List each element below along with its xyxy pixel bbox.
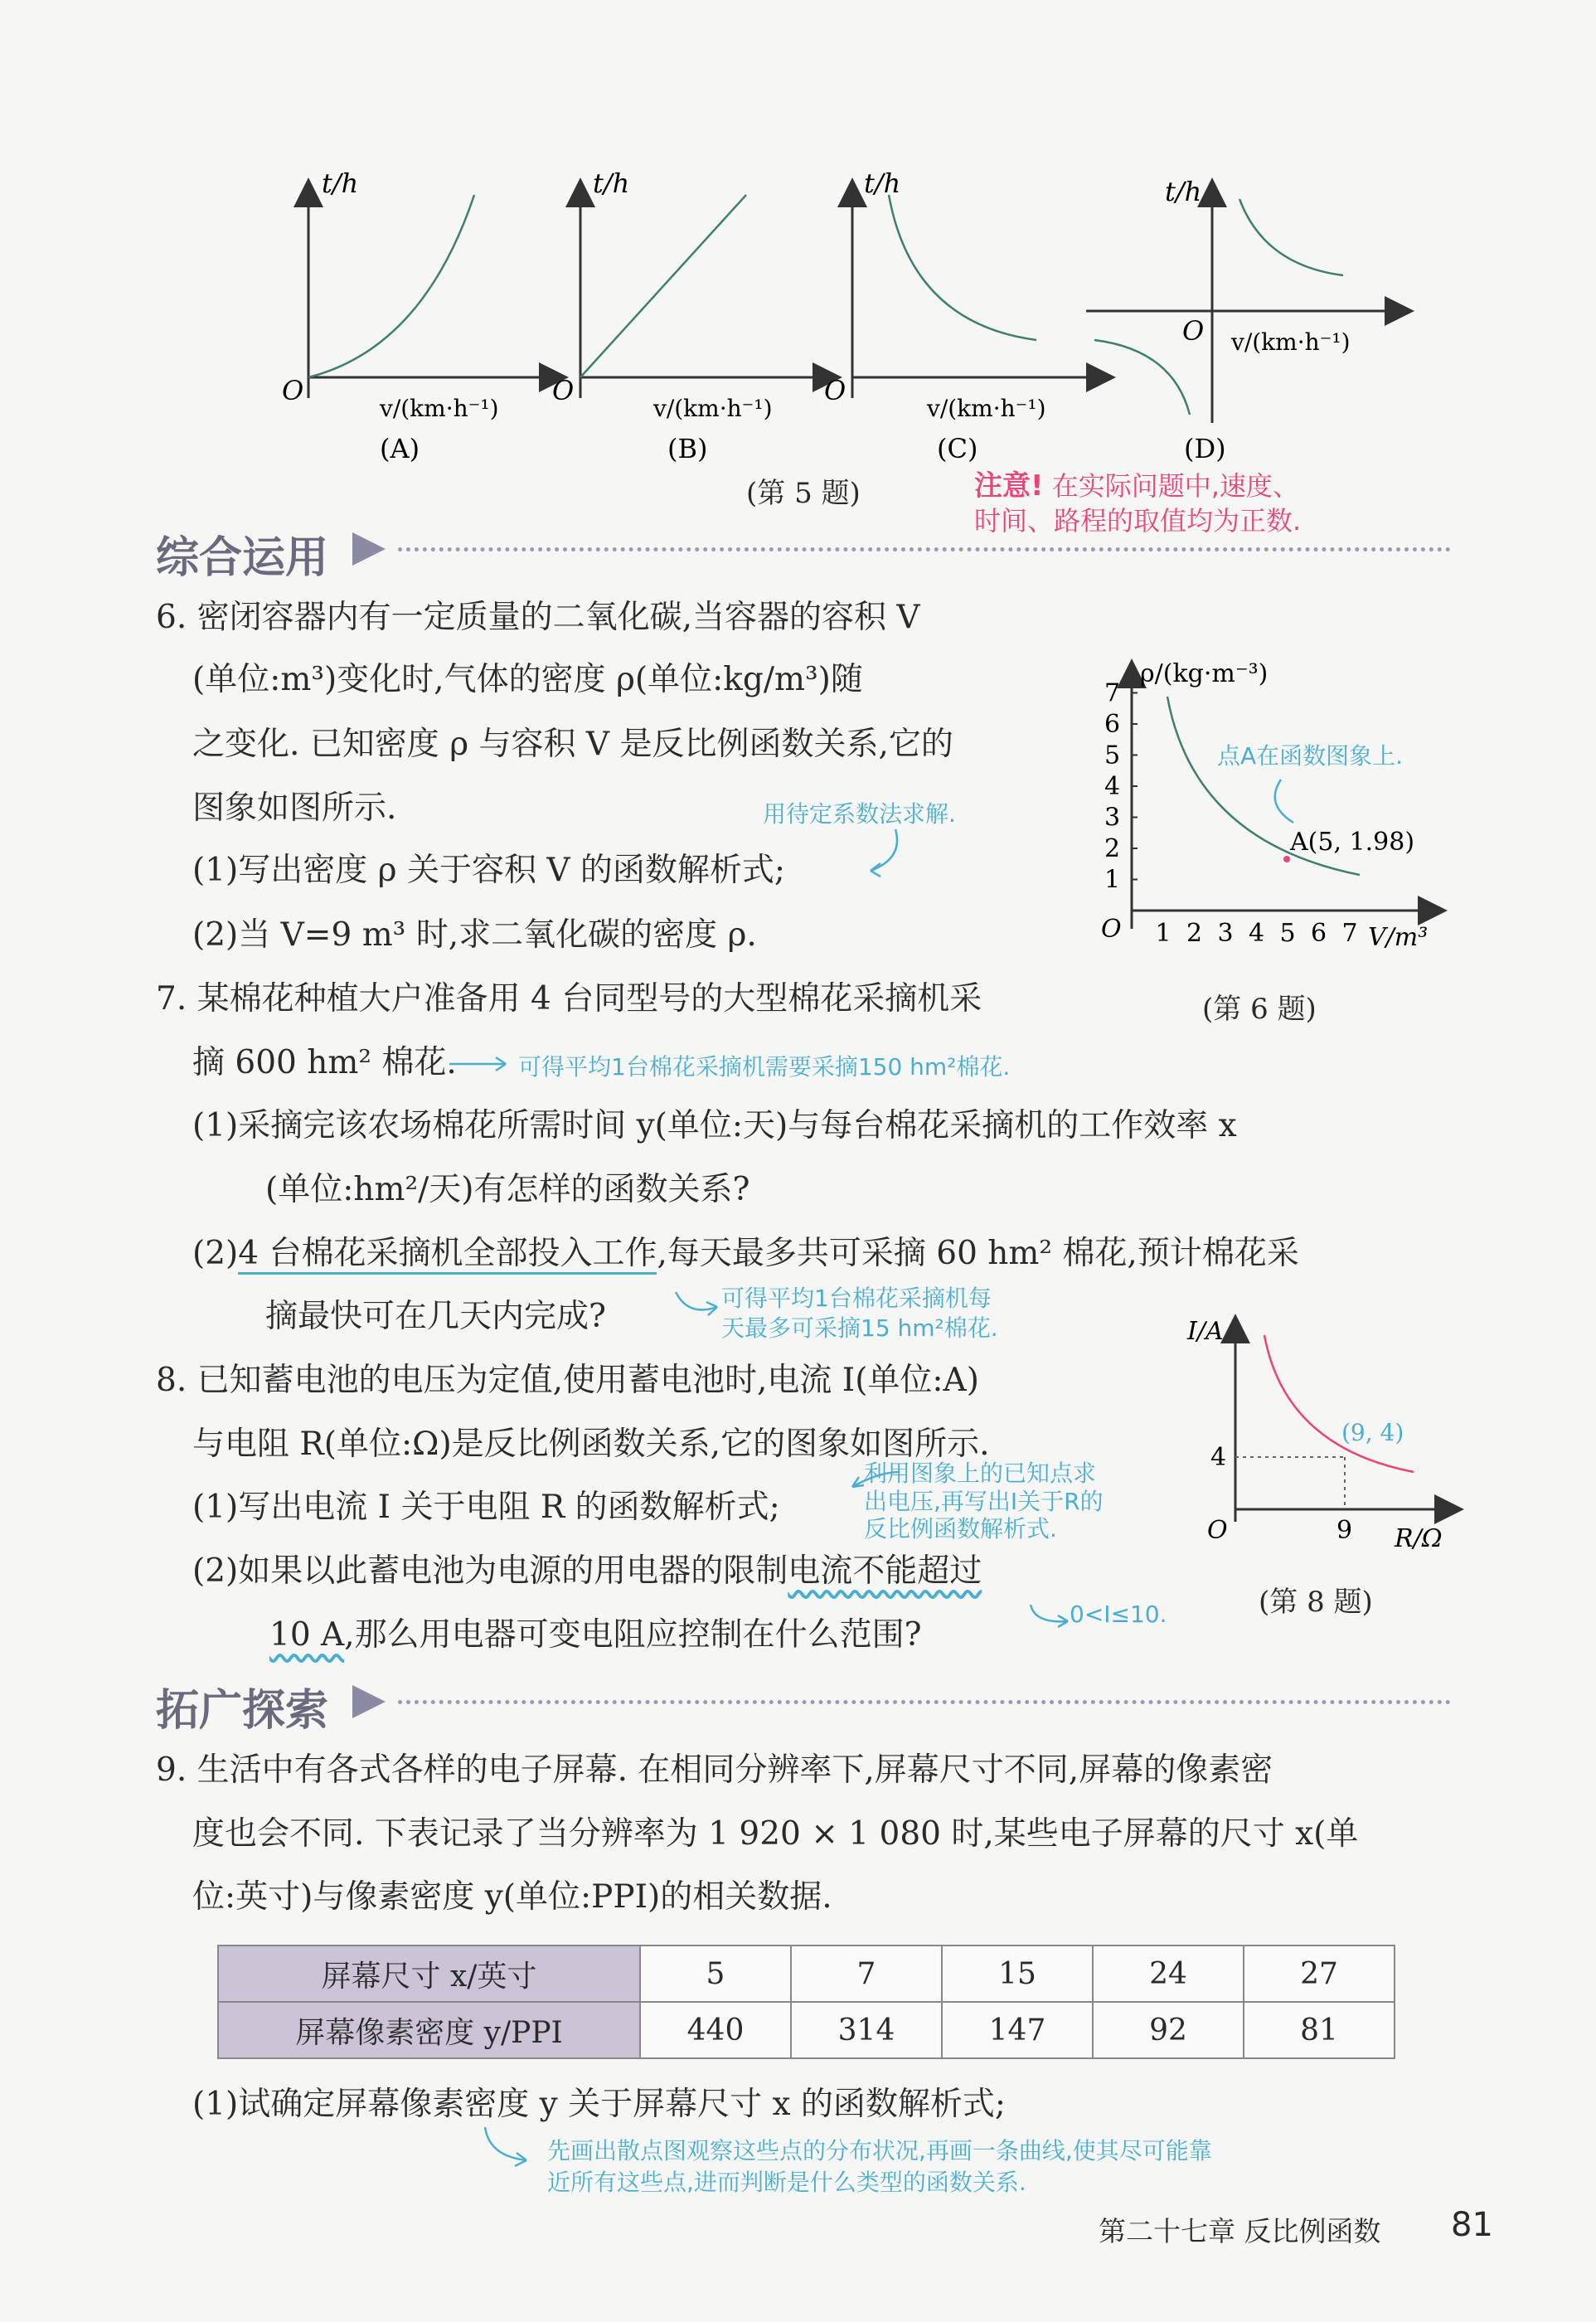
q8-part2b-underlined: 10 A <box>269 1616 345 1654</box>
q6-point-label: A(5, 1.98) <box>1290 828 1415 857</box>
q7-part1b: (单位:hm²/天)有怎样的函数关系? <box>265 1171 750 1208</box>
q8-hint-a: 利用图象上的已知点求 <box>864 1460 1097 1487</box>
q8-tick-y: 4 <box>1210 1443 1227 1472</box>
q7-hint2a: 可得平均1台棉花采摘机每 <box>721 1285 992 1312</box>
q8-part2a <box>192 1552 982 1590</box>
q7-part2a-underlined: 4 台棉花采摘机全部投入工作 <box>238 1235 657 1275</box>
section-divider <box>398 547 1451 551</box>
q8-range-arrow-icon <box>1026 1601 1076 1634</box>
q6-xtick-label: 1 <box>1155 919 1172 948</box>
q7-hint2 <box>721 1284 998 1344</box>
graph-a-xlabel: v/(km·h⁻¹) <box>380 395 499 422</box>
q6-xtick-label: 4 <box>1249 919 1265 948</box>
table-row <box>218 2002 1395 2058</box>
graph-b-caption: (B) <box>667 433 708 464</box>
graph-a-caption: (A) <box>380 433 420 464</box>
q6-line3: 之变化. 已知密度 ρ 与容积 V 是反比例函数关系,它的 <box>192 726 953 763</box>
q8-line1: 8. 已知蓄电池的电压为定值,使用蓄电池时,电流 I(单位:A) <box>156 1362 979 1399</box>
q6-part1: (1)写出密度 ρ 关于容积 V 的函数解析式; <box>192 852 786 889</box>
q6-ytick-label: 2 <box>1104 834 1121 863</box>
footer-chapter: 第二十七章 反比例函数 <box>1099 2215 1381 2247</box>
graph-c-xlabel: v/(km·h⁻¹) <box>927 395 1046 422</box>
table-cell: 147 <box>942 2002 1093 2058</box>
graph-b <box>552 168 837 464</box>
q9-line3: 位:英寸)与像素密度 y(单位:PPI)的相关数据. <box>192 1878 832 1916</box>
q8-point-label: (9, 4) <box>1341 1419 1404 1446</box>
q8-caption: (第 8 题) <box>1259 1586 1373 1619</box>
graph-d-caption: (D) <box>1184 433 1226 464</box>
q8-hint <box>864 1460 1104 1543</box>
q7-hint2-arrow-icon <box>672 1284 721 1325</box>
q8-hint-b: 出电压,再写出I关于R的 <box>864 1487 1104 1515</box>
q7-hint-arrow-icon <box>448 1052 514 1076</box>
q7-part2a-pre: (2) <box>192 1235 239 1272</box>
q8-graph-ylabel: I/A <box>1187 1317 1224 1346</box>
q7-part2b: 摘最快可在几天内完成? <box>265 1298 606 1335</box>
q8-hint-c: 反比例函数解析式. <box>864 1515 1057 1543</box>
q6-graph-xlabel: V/m³ <box>1368 923 1429 952</box>
q6-hint-arrow-icon <box>862 825 912 883</box>
q6-xtick-label: 3 <box>1217 919 1234 948</box>
q6-xtick-label: 2 <box>1186 919 1203 948</box>
q5-caption: (第 5 题) <box>746 477 861 510</box>
q6-graph-ylabel: ρ/(kg·m⁻³) <box>1140 659 1269 688</box>
q8-tick-x: 9 <box>1336 1516 1353 1545</box>
table-cell: 440 <box>640 2002 791 2058</box>
graph-d-ylabel: t/h <box>1165 176 1202 207</box>
graph-c-caption: (C) <box>937 433 978 464</box>
q5-note-line2: 时间、路程的取值均为正数. <box>974 504 1302 537</box>
table-cell: 81 <box>1244 2002 1395 2058</box>
graph-c-ylabel: t/h <box>864 168 901 199</box>
section-divider <box>398 1700 1451 1704</box>
q5-note-line1: 在实际问题中,速度、 <box>1051 470 1299 502</box>
graph-a-curve <box>308 195 474 377</box>
graph-a <box>282 168 564 464</box>
q6-line4: 图象如图所示. <box>192 789 397 827</box>
q6-caption: (第 6 题) <box>1202 993 1317 1026</box>
q8-graph-origin: O <box>1207 1516 1228 1545</box>
table-cell: 5 <box>640 1946 791 2002</box>
q6-ytick-label: 7 <box>1104 678 1121 708</box>
graph-d-xlabel: v/(km·h⁻¹) <box>1231 328 1351 356</box>
q9-line2: 度也会不同. 下表记录了当分辨率为 1 920 × 1 080 时,某些电子屏幕的尺寸 x(单 <box>192 1815 1359 1853</box>
q9-hint <box>547 2135 1212 2198</box>
graph-b-origin: O <box>552 375 575 406</box>
q5-note-label: 注意! <box>974 469 1044 503</box>
q8-graph <box>1177 1298 1484 1563</box>
graph-b-ylabel: t/h <box>593 168 630 199</box>
table-cell: 24 <box>1093 1946 1244 2002</box>
graph-b-xlabel: v/(km·h⁻¹) <box>653 395 773 422</box>
q6-graph-note: 点A在函数图象上. <box>1217 742 1404 770</box>
section-header-comprehensive: 综合运用 <box>156 533 329 583</box>
q7-hint2b: 天最多可采摘15 hm²棉花. <box>721 1314 998 1343</box>
q6-ytick-label: 3 <box>1104 803 1121 833</box>
q6-xtick-label: 7 <box>1341 919 1358 948</box>
table-row <box>218 1946 1395 2002</box>
graph-c <box>824 168 1111 464</box>
q9-hint-a: 先画出散点图观察这些点的分布状况,再画一条曲线,使其尽可能靠 <box>547 2137 1212 2164</box>
section-arrow-icon <box>352 1683 394 1721</box>
graph-a-ylabel: t/h <box>322 168 359 199</box>
q6-graph-origin: O <box>1101 915 1122 944</box>
q6-ytick-label: 4 <box>1104 772 1121 801</box>
q8-part2b <box>269 1616 922 1654</box>
graph-c-origin: O <box>824 375 847 406</box>
table-cell: 15 <box>942 1946 1093 2002</box>
q6-ytick-label: 5 <box>1104 741 1121 770</box>
q8-part2b-post: ,那么用电器可变电阻应控制在什么范围? <box>344 1616 922 1654</box>
q7-part1a: (1)采摘完该农场棉花所需时间 y(单位:天)与每台棉花采摘机的工作效率 x <box>192 1107 1237 1144</box>
q7-hint1: 可得平均1台棉花采摘机需要采摘150 hm²棉花. <box>518 1053 1011 1081</box>
q6-hint: 用待定系数法求解. <box>763 800 956 828</box>
q6-graph <box>1094 647 1476 979</box>
q8-part2a-pre: (2)如果以此蓄电池为电源的用电器的限制 <box>192 1552 788 1590</box>
q9-table <box>217 1945 1395 2059</box>
table-cell: 7 <box>791 1946 942 2002</box>
q6-xticks <box>1156 919 1358 948</box>
q8-line2: 与电阻 R(单位:Ω)是反比例函数关系,它的图象如图所示. <box>192 1426 990 1463</box>
q9-line1: 9. 生活中有各式各样的电子屏幕. 在相同分辨率下,屏幕尺寸不同,屏幕的像素密 <box>156 1751 1273 1789</box>
graph-a-origin: O <box>282 375 304 406</box>
q6-ytick-label: 6 <box>1104 710 1121 739</box>
section-header-extension: 拓广探索 <box>156 1686 329 1736</box>
q6-ytick-label: 1 <box>1104 865 1121 895</box>
q8-range-hint: 0<I≤10. <box>1070 1601 1167 1628</box>
graph-d-origin: O <box>1182 315 1205 347</box>
q5-note <box>974 469 1301 537</box>
q8-curve <box>1264 1335 1414 1472</box>
q8-part2a-underlined: 电流不能超过 <box>788 1552 982 1590</box>
graph-d-curve-upper <box>1239 199 1343 275</box>
table-cell: 92 <box>1093 2002 1244 2058</box>
q7-line1: 7. 某棉花种植大户准备用 4 台同型号的大型棉花采摘机采 <box>156 980 982 1018</box>
q6-xtick-label: 6 <box>1311 919 1327 948</box>
q6-line1: 6. 密闭容器内有一定质量的二氧化碳,当容器的容积 V <box>156 599 920 636</box>
q9-part1: (1)试确定屏幕像素密度 y 关于屏幕尺寸 x 的函数解析式; <box>192 2086 1006 2123</box>
q9-hint-arrow-icon <box>477 2123 535 2173</box>
table-cell: 27 <box>1244 1946 1395 2002</box>
q8-part1: (1)写出电流 I 关于电阻 R 的函数解析式; <box>192 1489 780 1526</box>
table-header-density: 屏幕像素密度 y/PPI <box>218 2002 640 2058</box>
q7-part2a <box>192 1237 1299 1270</box>
graph-d <box>1086 176 1409 464</box>
q7-part2a-post: ,每天最多共可采摘 60 hm² 棉花,预计棉花采 <box>657 1235 1299 1272</box>
q6-xtick-label: 5 <box>1279 919 1296 948</box>
table-cell: 314 <box>791 2002 942 2058</box>
q6-note-arrow-icon <box>1275 780 1293 823</box>
graph-b-line <box>580 195 746 377</box>
q6-line2: (单位:m³)变化时,气体的密度 ρ(单位:kg/m³)随 <box>192 661 863 698</box>
section-arrow-icon <box>352 531 394 568</box>
q6-point-a <box>1283 856 1290 862</box>
q7-line2: 摘 600 hm² 棉花. <box>192 1044 457 1081</box>
page-number: 81 <box>1451 2206 1493 2244</box>
q9-hint-b: 近所有这些点,进而判断是什么类型的函数关系. <box>547 2168 1026 2196</box>
q8-graph-xlabel: R/Ω <box>1395 1524 1443 1553</box>
graph-c-curve <box>889 195 1036 340</box>
q6-part2: (2)当 V=9 m³ 时,求二氧化碳的密度 ρ. <box>192 916 757 954</box>
table-header-size: 屏幕尺寸 x/英寸 <box>218 1946 640 2002</box>
q5-graphs <box>249 158 1443 481</box>
